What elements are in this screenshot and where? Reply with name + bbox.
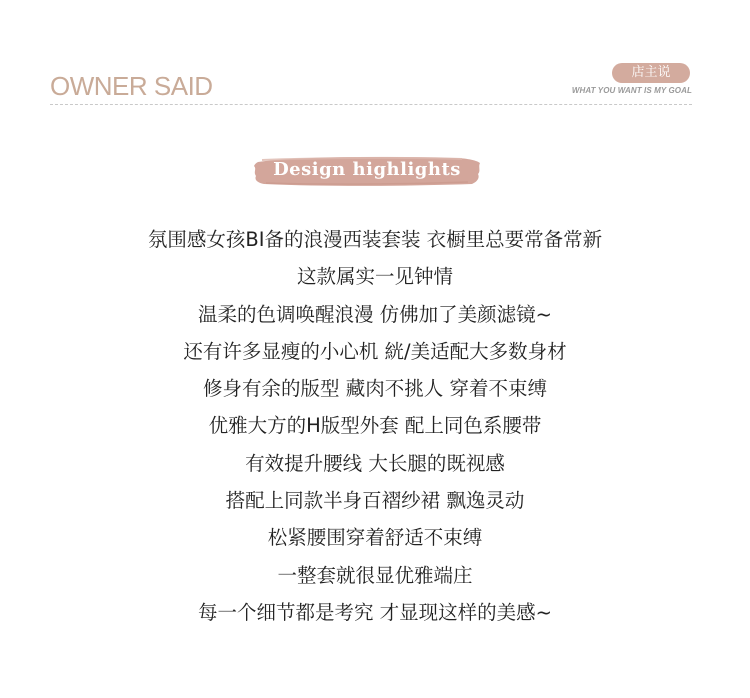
design-highlights-banner [252,154,482,188]
design-highlights-label: Design highlights [273,159,461,180]
header-subtitle: WHAT YOU WANT IS MY GOAL [571,86,692,95]
description-line: 优雅大方的H版型外套 配上同色系腰带 [208,414,542,438]
description-line: 温柔的色调唤醒浪漫 仿佛加了美颜滤镜~ [197,302,553,326]
description-line: 这款属实一见钟情 [296,265,453,289]
description-list [0,225,750,635]
description-line: 修身有余的版型 藏肉不挑人 穿着不束缚 [203,377,547,401]
owner-said-title: OWNER SAID [50,71,213,101]
description-line: 还有许多显瘦的小心机 絖/美适配大多数身材 [183,339,567,363]
description-line: 松紧腰围穿着舒适不束缚 [267,526,483,550]
description-line: 有效提升腰线 大长腿的既视感 [245,451,505,475]
description-line: 一整套就很显优雅端庄 [277,563,473,587]
description-line: 每一个细节都是考究 才显现这样的美感~ [197,600,553,624]
description-line: 氛围感女孩BI备的浪漫西装套装 衣橱里总要常备常新 [147,228,603,251]
owner-said-badge: 店主说 [612,63,690,83]
header-dashed-divider [50,104,692,105]
description-line: 搭配上同款半身百褶纱裙 飘逸灵动 [225,489,525,513]
